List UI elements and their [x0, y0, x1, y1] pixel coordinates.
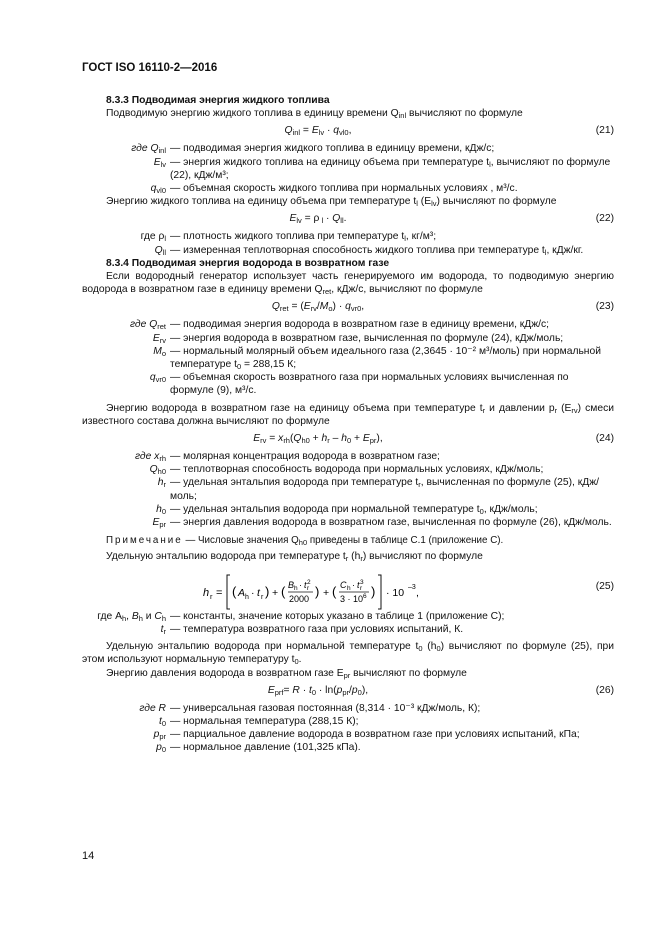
svg-text:t: t	[304, 579, 307, 590]
page-number: 14	[82, 850, 95, 862]
legend-list: где $Q_{ret}$ — подводимая энергия водорода в возвратном газе в единицу времени, кДж/с; $E_{rv}$ — энергия водорода в возвратном газе, вычисленная по формуле (24), кДж/моль; $M_o$ — нормальный молярный объем идеального газа (2,3645 · 10⁻² м³/моль) при нормальной температуре $t_0 = 288,15$ К; $q_{vr0}$ — объемная скорость возвратного газа при нормальных условиях вычисленная по формуле (9), м³/с.	[129, 319, 601, 397]
svg-text:·: ·	[299, 579, 302, 590]
formula-number: (23)	[595, 301, 614, 313]
page-content	[82, 94, 614, 755]
legend-list: где R — универсальная газовая постоянная (8,314 · 10⁻³ кДж/моль, К); $t_0$ — нормальная температура (288,15 К); $p_{pr}$ — парциальное давление водорода в возвратном газе при условиях испытаний, кПа; $p_0$ — нормальное давление (101,325 кПа).	[139, 702, 580, 755]
formula-number: (25)	[595, 580, 614, 592]
svg-text:–3: –3	[408, 583, 416, 591]
formula-25-svg	[203, 572, 433, 612]
paragraph: Энергию давления водорода в возвратном газе $E_{pr}$ вычисляют по формуле	[106, 667, 467, 680]
legend-list: где $x_{rh}$ — молярная концентрация водорода в возвратном газе; $Q_{h0}$ — теплотворная способность водорода при нормальных условиях, кДж/моль; $h_r$ — удельная энтальпия водорода при температуре $t_r$, вычисленная по формуле (25), кДж/моль; $h_0$ — удельная энтальпия водорода при нормальной температуре $t_0$, кДж/моль; $E_{pr}$ — энергия давления водорода в возвратном газе, вычисленная по формуле (26), кДж/моль.	[134, 451, 612, 530]
section-title-8-3-4: 8.3.4 Подводимая энергия водорода в возвратном газе	[106, 257, 390, 269]
svg-text:t: t	[357, 579, 360, 590]
svg-text:r: r	[261, 593, 264, 601]
svg-text:2000: 2000	[289, 593, 310, 604]
formula-25	[82, 564, 614, 610]
svg-text:2: 2	[307, 578, 311, 586]
paragraph: Удельную энтальпию водорода при температуре $t_r$ $(h_r)$ вычисляют по формуле	[106, 551, 483, 564]
svg-text:,: ,	[416, 586, 419, 599]
svg-text:h: h	[245, 593, 249, 601]
svg-text:): )	[371, 583, 376, 599]
svg-text:=: =	[216, 586, 223, 599]
formula-22: $E_{lv} = \rho$ $_l \cdot Q_{ll}$. (22)	[289, 213, 614, 226]
formula-number: (24)	[595, 433, 614, 445]
svg-text:r: r	[360, 584, 363, 592]
svg-text:C: C	[340, 579, 347, 590]
svg-text:(: (	[232, 583, 237, 599]
svg-text:h: h	[347, 584, 351, 592]
svg-text:h: h	[203, 586, 210, 599]
formula-23: $Q_{ret} = (E_{rv}/M_o) \cdot q_{vr0}$, (23)	[271, 301, 614, 314]
svg-text:3: 3	[360, 578, 364, 586]
svg-text:+: +	[323, 586, 330, 599]
paragraph: Если водородный генератор использует часть генерируемого им водорода, то подводимую энергию водорода в возвратном газе в единицу времени $Q_{ret}$, кДж/с, вычисляют по формуле	[82, 271, 614, 297]
paragraph: Удельную энтальпию водорода при нормальной температуре $t_0$ $(h_0)$ вычисляют по формуле (25), при этом используют нормальную температуру $t_0$.	[82, 641, 614, 667]
svg-text:h: h	[294, 584, 298, 592]
formula-21: $Q_{inl} = E_{lv} \cdot q_{vl0}$, (21)	[284, 125, 614, 138]
page-header: ГОСТ ISO 16110-2—2016	[82, 62, 218, 74]
svg-text:(: (	[281, 583, 286, 599]
formula-number: (21)	[595, 125, 614, 137]
legend-list: где $A_h$, $B_h$ и $C_h$ — константы, значение которых указано в таблице 1 (приложение С); $t_r$ — температура возвратного газа при условиях испытаний, К.	[97, 610, 505, 636]
svg-text:): )	[315, 583, 320, 599]
svg-text:3 · 10: 3 · 10	[340, 593, 364, 604]
svg-text:(: (	[332, 583, 337, 599]
svg-text:·: ·	[251, 586, 255, 599]
note: Примечание — Числовые значения $Q_{h0}$ приведены в таблице С.1 (приложение С).	[106, 535, 504, 548]
svg-text:t: t	[257, 586, 260, 599]
svg-text:): )	[265, 583, 270, 599]
section-title-8-3-3: 8.3.3 Подводимая энергия жидкого топлива	[106, 95, 330, 106]
svg-text:r: r	[307, 584, 310, 592]
paragraph: Подводимую энергию жидкого топлива в единицу времени $Q_{inl}$ вычисляют по формуле	[106, 108, 523, 121]
legend-list: где $Q_{inl}$ — подводимая энергия жидкого топлива в единицу времени, кДж/с; $E_{lv}$ — энергия жидкого топлива на единицу объема при температуре $t_l$, вычисляют по формуле (22), кДж/м³; $q_{vl0}$ — объемная скорость жидкого топлива при нормальных условиях , м³/с.	[131, 143, 611, 196]
paragraph: Энергию жидкого топлива на единицу объема при температуре $t_l$ $(E_{lv})$ вычисляют по формуле	[106, 196, 557, 209]
svg-text:A: A	[238, 586, 246, 599]
svg-text:B: B	[288, 579, 295, 590]
svg-text:· 10: · 10	[386, 586, 405, 599]
svg-text:·: ·	[352, 579, 355, 590]
svg-text:r: r	[210, 591, 213, 601]
legend-list: где $\rho_l$ — плотность жидкого топлива при температуре $t_l$, кг/м³; $Q_{ll}$ — измеренная теплотворная способность жидкого топлива при температуре $t_l$, кДж/кг.	[140, 231, 584, 257]
formula-26: $E_{prf}= R \cdot t_0 \cdot \ln(p_{pr}/p_0)$, (26)	[267, 684, 614, 697]
svg-text:+: +	[272, 586, 279, 599]
formula-number: (22)	[595, 213, 614, 225]
svg-text:6: 6	[363, 592, 367, 600]
paragraph: Энергию водорода в возвратном газе на единицу объема при температуре $t_r$ и давлении $p_r$ $(E_{rv})$ смеси известного состава должна вычисляют по формуле	[82, 402, 614, 427]
formula-24: $E_{rv} = x_{rh}(Q_{h0} + h_r - h_0 + E_{pr})$, (24)	[253, 433, 614, 446]
formula-number: (26)	[595, 684, 614, 696]
